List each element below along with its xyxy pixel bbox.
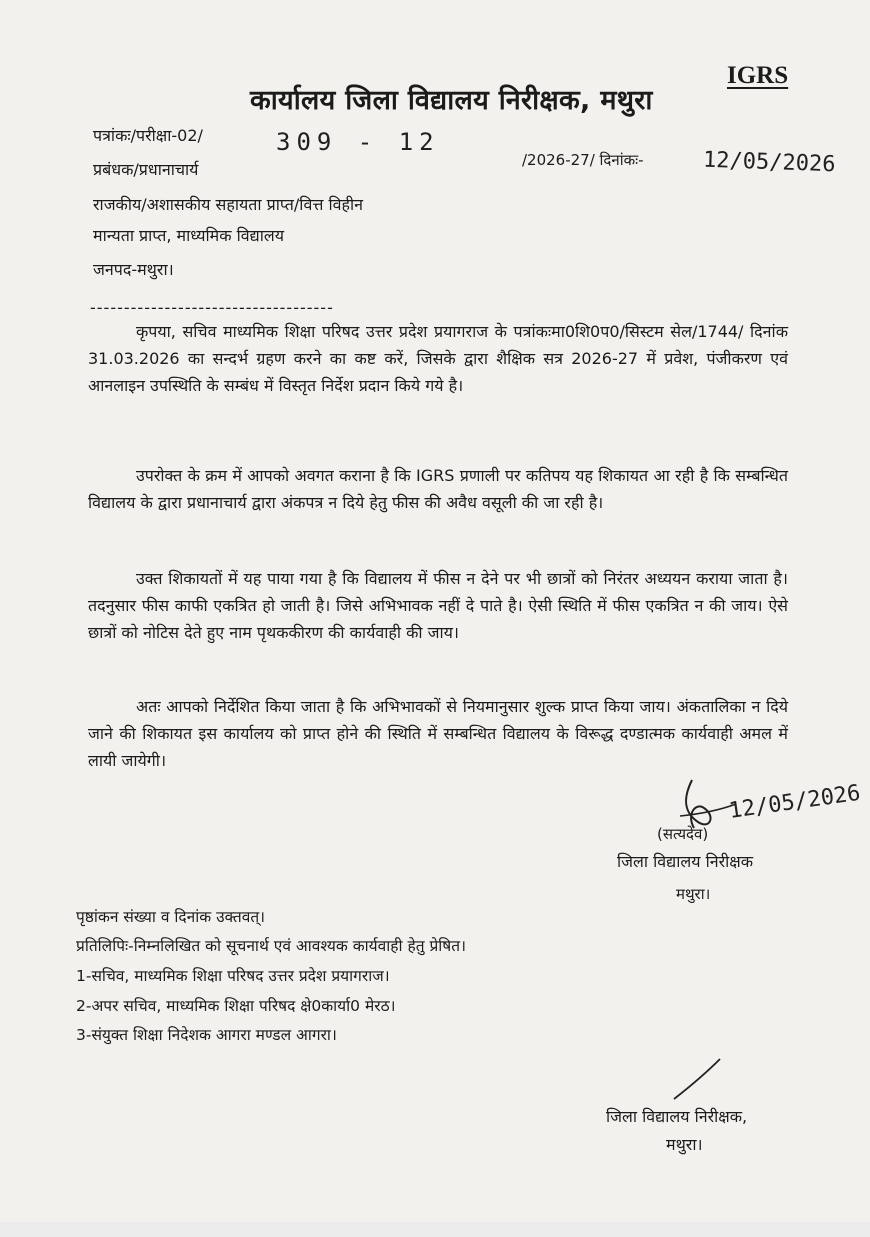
bottom-strip (0, 1222, 870, 1237)
recipient-line-1: प्रबंधक/प्रधानाचार्य (93, 160, 199, 179)
copy-to-line: प्रतिलिपिः-निम्नलिखित को सूचनार्थ एवं आवश्यक कार्यवाही हेतु प्रेषित। (76, 937, 466, 955)
handwritten-letter-number: 309 - 12 (276, 128, 440, 156)
igrs-heading: IGRS (727, 62, 789, 89)
body-paragraph-4: अतः आपको निर्देशित किया जाता है कि अभिभावकों से नियमानुसार शुल्क प्राप्त किया जाय। अंकतालिका न दिये जाने की शिकायत इस कार्यालय को प्राप्त होने की स्थिति में सम्बन्धित विद्यालय के विरूद्ध दण्डात्मक कार्यवाही अमल में लायी जायेगी। (88, 697, 788, 770)
recipient-line-4: जनपद-मथुरा। (93, 260, 174, 279)
copy-recipient-1: 1-सचिव, माध्यमिक शिक्षा परिषद उत्तर प्रदेश प्रयागराज। (76, 967, 390, 985)
signatory-designation: जिला विद्यालय निरीक्षक (617, 852, 754, 871)
session-date-label: /2026-27/ दिनांकः- (522, 151, 644, 169)
recipient-line-3: मान्यता प्राप्त, माध्यमिक विद्यालय (93, 226, 285, 245)
signature-scribble (600, 770, 870, 850)
body-paragraph-1: कृपया, सचिव माध्यमिक शिक्षा परिषद उत्तर प्रदेश प्रयागराज के पत्रांकःमा0शि0प0/सिस्टम सेल/1744/ दिनांक 31.03.2026 का सन्दर्भ ग्रहण करने का कष्ट करें, जिसके द्वारा शैक्षिक सत्र 2026-27 में प्रवेश, पंजीकरण एवं आनलाइन उपस्थिति के सम्बंध में विस्तृत निर्देश प्रदान किये गये है। (88, 322, 788, 395)
signatory-name: (सत्यदेव) (657, 825, 709, 843)
endorsement-line: पृष्ठांकन संख्या व दिनांक उक्तवत्। (76, 908, 266, 926)
handwritten-date: 12/05/2026 (702, 147, 836, 178)
body-paragraph-2: उपरोक्त के क्रम में आपको अवगत कराना है कि IGRS प्रणाली पर कतिपय यह शिकायत आ रही है कि सम्बन्धित विद्यालय के द्वारा प्रधानाचार्य द्वारा अंकपत्र न दिये हेतु फीस की अवैध वसूली की जा रही है। (88, 466, 788, 512)
signatory-place: मथुरा। (676, 885, 711, 903)
recipient-line-2: राजकीय/अशासकीय सहायता प्राप्त/वित्त विहीन (93, 195, 364, 214)
letter-reference: पत्रांकः/परीक्षा-02/ (93, 126, 203, 145)
signature-date: 12/05/2026 (727, 780, 862, 824)
copy-recipient-3: 3-संयुक्त शिक्षा निदेशक आगरा मण्डल आगरा। (76, 1026, 337, 1044)
initial-stroke (660, 1055, 730, 1105)
bottom-designation: जिला विद्यालय निरीक्षक, (606, 1107, 748, 1126)
copy-recipient-2: 2-अपर सचिव, माध्यमिक शिक्षा परिषद क्षे0कार्या0 मेरठ। (76, 997, 396, 1015)
dashed-divider: ------------------------------------ (90, 298, 334, 317)
body-paragraph-3: उक्त शिकायतों में यह पाया गया है कि विद्यालय में फीस न देने पर भी छात्रों को निरंतर अध्ययन कराया जाता है। तदनुसार फीस काफी एकत्रित हो जाती है। जिसे अभिभावक नहीं दे पाते है। ऐसी स्थिति में फीस एकत्रित न की जाय। ऐसे छात्रों को नोटिस देते हुए नाम पृथककीरण की कार्यवाही की जाय। (88, 569, 788, 642)
office-title: कार्यालय जिला विद्यालय निरीक्षक, मथुरा (250, 85, 653, 116)
bottom-place: मथुरा। (666, 1135, 703, 1154)
